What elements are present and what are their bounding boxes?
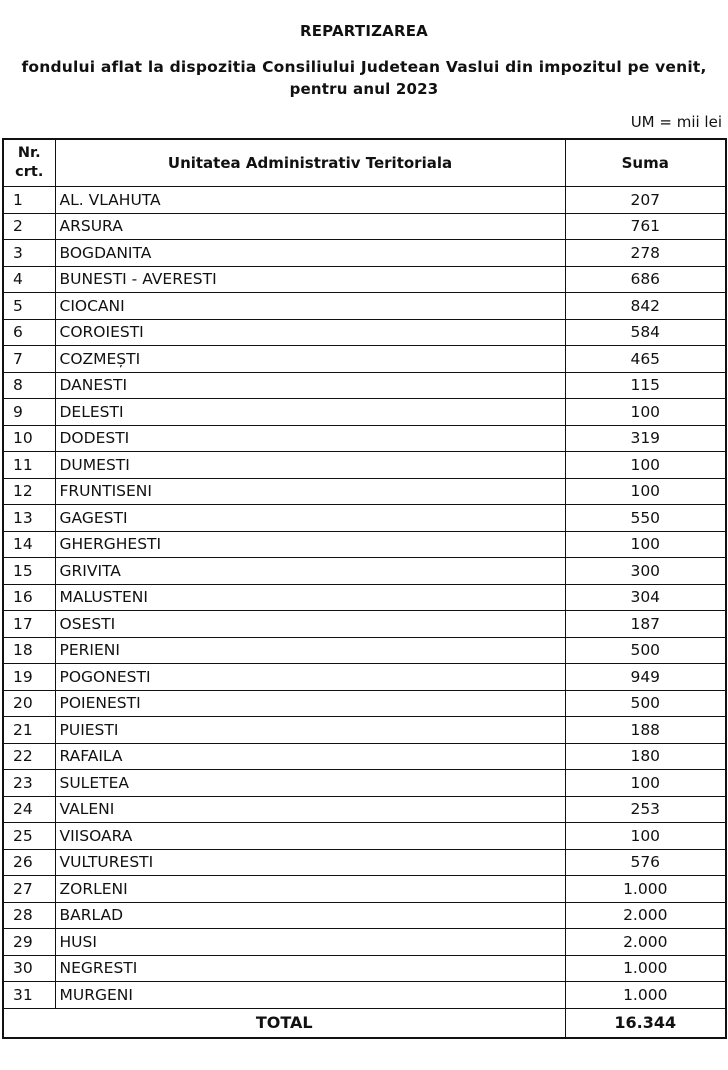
table-row — [3, 796, 726, 823]
document-subtitle-line1: fondului aflat la dispozitia Consiliului Judetean Vaslui din impozitul pe venit, — [21, 58, 707, 76]
table-row — [3, 319, 726, 346]
row-suma: 278 — [565, 240, 726, 267]
total-value: 16.344 — [565, 1008, 726, 1038]
row-number: 7 — [3, 346, 55, 373]
row-number: 10 — [3, 425, 55, 452]
total-label: TOTAL — [3, 1008, 565, 1038]
row-number: 12 — [3, 478, 55, 505]
column-header-nr-line1: Nr. — [17, 145, 41, 161]
table-row — [3, 505, 726, 532]
unit-label: UM = mii lei — [630, 113, 722, 131]
row-suma: 761 — [565, 213, 726, 240]
table-row — [3, 240, 726, 267]
row-uat-name: HUSI — [55, 929, 565, 956]
table-row — [3, 743, 726, 770]
table-row — [3, 584, 726, 611]
row-uat-name: DELESTI — [55, 399, 565, 426]
column-header-nr — [3, 139, 55, 187]
row-uat-name: GHERGHESTI — [55, 531, 565, 558]
document-subtitle-line2: pentru anul 2023 — [289, 80, 439, 98]
row-number: 19 — [3, 664, 55, 691]
table-row — [3, 982, 726, 1009]
row-number: 22 — [3, 743, 55, 770]
table-row — [3, 929, 726, 956]
table-row — [3, 293, 726, 320]
table-row — [3, 187, 726, 214]
table-row — [3, 849, 726, 876]
row-uat-name: COZMEȘTI — [55, 346, 565, 373]
row-suma: 465 — [565, 346, 726, 373]
row-suma: 584 — [565, 319, 726, 346]
row-number: 24 — [3, 796, 55, 823]
row-uat-name: AL. VLAHUTA — [55, 187, 565, 214]
table-body — [3, 187, 726, 1009]
row-suma: 304 — [565, 584, 726, 611]
table-row — [3, 558, 726, 585]
column-header-name: Unitatea Administrativ Teritoriala — [55, 139, 565, 187]
row-number: 15 — [3, 558, 55, 585]
row-number: 16 — [3, 584, 55, 611]
row-suma: 100 — [565, 399, 726, 426]
row-suma: 1.000 — [565, 876, 726, 903]
column-header-suma: Suma — [565, 139, 726, 187]
row-suma: 187 — [565, 611, 726, 638]
row-number: 21 — [3, 717, 55, 744]
row-number: 27 — [3, 876, 55, 903]
row-number: 1 — [3, 187, 55, 214]
document-title: REPARTIZAREA — [299, 22, 428, 40]
table-row — [3, 823, 726, 850]
row-suma: 100 — [565, 770, 726, 797]
row-uat-name: ZORLENI — [55, 876, 565, 903]
table-row — [3, 611, 726, 638]
row-uat-name: OSESTI — [55, 611, 565, 638]
row-suma: 300 — [565, 558, 726, 585]
table-row — [3, 425, 726, 452]
row-number: 4 — [3, 266, 55, 293]
row-suma: 500 — [565, 637, 726, 664]
row-suma: 253 — [565, 796, 726, 823]
row-uat-name: CIOCANI — [55, 293, 565, 320]
row-number: 17 — [3, 611, 55, 638]
row-suma: 1.000 — [565, 955, 726, 982]
table-row — [3, 664, 726, 691]
row-uat-name: BOGDANITA — [55, 240, 565, 267]
row-number: 26 — [3, 849, 55, 876]
table-row — [3, 902, 726, 929]
table-header-row — [3, 139, 726, 187]
row-uat-name: POGONESTI — [55, 664, 565, 691]
row-suma: 1.000 — [565, 982, 726, 1009]
row-suma: 319 — [565, 425, 726, 452]
row-number: 9 — [3, 399, 55, 426]
row-uat-name: ARSURA — [55, 213, 565, 240]
table-row — [3, 399, 726, 426]
row-uat-name: GAGESTI — [55, 505, 565, 532]
row-suma: 2.000 — [565, 929, 726, 956]
row-number: 13 — [3, 505, 55, 532]
row-uat-name: RAFAILA — [55, 743, 565, 770]
row-number: 29 — [3, 929, 55, 956]
column-header-nr-line2: crt. — [15, 164, 44, 180]
table-row — [3, 478, 726, 505]
row-suma: 500 — [565, 690, 726, 717]
table-row — [3, 770, 726, 797]
row-number: 20 — [3, 690, 55, 717]
row-suma: 100 — [565, 823, 726, 850]
row-uat-name: NEGRESTI — [55, 955, 565, 982]
row-number: 3 — [3, 240, 55, 267]
row-number: 25 — [3, 823, 55, 850]
row-uat-name: PUIESTI — [55, 717, 565, 744]
row-uat-name: MURGENI — [55, 982, 565, 1009]
table-row — [3, 266, 726, 293]
row-number: 2 — [3, 213, 55, 240]
row-suma: 842 — [565, 293, 726, 320]
row-number: 14 — [3, 531, 55, 558]
table-row — [3, 372, 726, 399]
row-uat-name: DODESTI — [55, 425, 565, 452]
row-uat-name: VIISOARA — [55, 823, 565, 850]
row-uat-name: BUNESTI - AVERESTI — [55, 266, 565, 293]
row-uat-name: VULTURESTI — [55, 849, 565, 876]
row-number: 30 — [3, 955, 55, 982]
table-row — [3, 637, 726, 664]
table-row — [3, 346, 726, 373]
row-uat-name: BARLAD — [55, 902, 565, 929]
row-suma: 188 — [565, 717, 726, 744]
row-number: 18 — [3, 637, 55, 664]
total-row — [3, 1008, 726, 1038]
row-suma: 180 — [565, 743, 726, 770]
row-number: 28 — [3, 902, 55, 929]
row-uat-name: SULETEA — [55, 770, 565, 797]
row-number: 31 — [3, 982, 55, 1009]
table-row — [3, 531, 726, 558]
row-uat-name: POIENESTI — [55, 690, 565, 717]
row-suma: 207 — [565, 187, 726, 214]
row-uat-name: COROIESTI — [55, 319, 565, 346]
row-number: 8 — [3, 372, 55, 399]
row-suma: 115 — [565, 372, 726, 399]
table-row — [3, 213, 726, 240]
row-suma: 576 — [565, 849, 726, 876]
row-uat-name: VALENI — [55, 796, 565, 823]
allocation-table — [2, 138, 727, 1039]
table-row — [3, 876, 726, 903]
row-uat-name: FRUNTISENI — [55, 478, 565, 505]
row-uat-name: DANESTI — [55, 372, 565, 399]
row-uat-name: GRIVITA — [55, 558, 565, 585]
row-number: 5 — [3, 293, 55, 320]
table-row — [3, 717, 726, 744]
table-row — [3, 955, 726, 982]
row-suma: 100 — [565, 531, 726, 558]
table-row — [3, 690, 726, 717]
row-suma: 686 — [565, 266, 726, 293]
row-uat-name: MALUSTENI — [55, 584, 565, 611]
row-suma: 550 — [565, 505, 726, 532]
row-suma: 2.000 — [565, 902, 726, 929]
row-suma: 100 — [565, 478, 726, 505]
row-number: 23 — [3, 770, 55, 797]
row-number: 11 — [3, 452, 55, 479]
table-row — [3, 452, 726, 479]
row-suma: 100 — [565, 452, 726, 479]
row-uat-name: DUMESTI — [55, 452, 565, 479]
row-uat-name: PERIENI — [55, 637, 565, 664]
row-suma: 949 — [565, 664, 726, 691]
row-number: 6 — [3, 319, 55, 346]
